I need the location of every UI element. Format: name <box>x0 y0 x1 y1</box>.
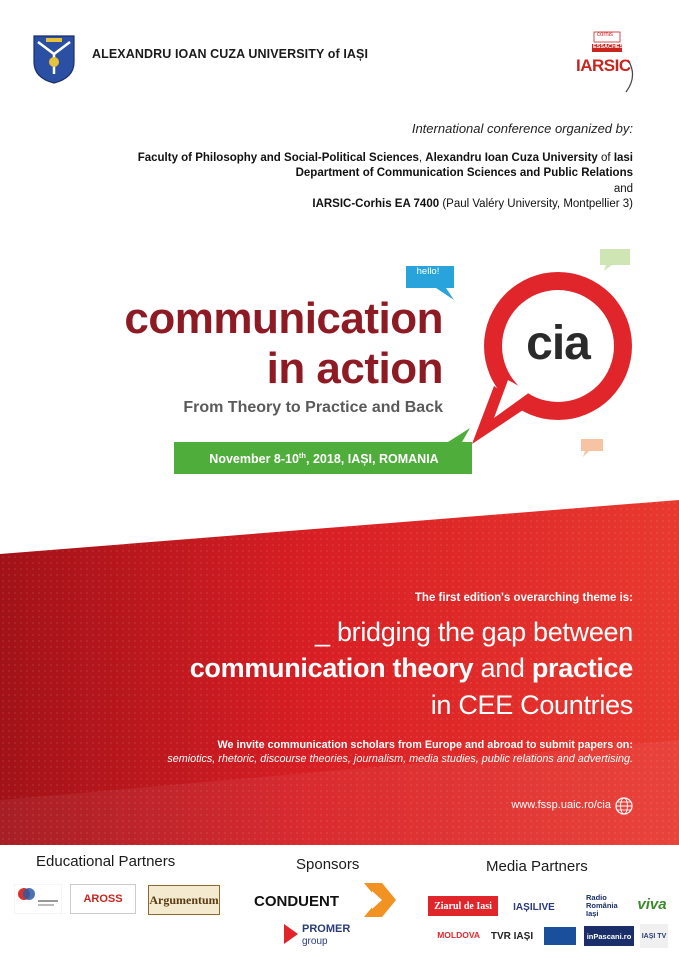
educational-partners-heading: Educational Partners <box>36 853 176 870</box>
viva-logo <box>632 893 672 915</box>
cia-logo-bubble <box>464 268 648 448</box>
iarsic-logo-small-text: corhis <box>597 32 614 38</box>
globe-icon <box>615 797 633 815</box>
inpascani-logo-text: inPascani.ro <box>586 931 632 941</box>
cia-logo-text: cia <box>526 317 590 370</box>
aross-logo-text: AROSS <box>83 893 123 905</box>
viva-logo-text: viva <box>637 895 667 913</box>
conference-date: November 8-10th, 2018, IAȘI, ROMANIA <box>209 451 439 467</box>
iasi-tv-logo-text: IAȘI TV <box>641 932 667 940</box>
tvr-iasi-logo <box>486 928 538 944</box>
call-for-papers-topics: semiotics, rhetoric, discourse theories, journalism, media studies, public relations and advertising. <box>167 753 633 765</box>
promer-logo-text: PROMER <box>302 923 351 935</box>
promer-logo <box>302 923 366 935</box>
sponsors-heading: Sponsors <box>296 856 360 873</box>
promer-group-label: group <box>302 935 328 947</box>
promer-group-text <box>302 935 342 947</box>
inpascani-logo <box>584 926 634 946</box>
iasi-tv-logo <box>640 924 668 948</box>
conference-website-link[interactable]: www.fssp.uaic.ro/cia <box>511 799 611 811</box>
organizer-faculty: Faculty of Philosophy and Social-Political Sciences, Alexandru Ioan Cuza University of Iasi <box>137 152 633 164</box>
conduent-mark-icon <box>358 881 398 919</box>
radio-romania-iasi-logo <box>572 893 630 919</box>
title-line-1: communication <box>124 294 443 343</box>
essachess-logo-text: ESSACHESS <box>593 44 627 50</box>
iarsic-logo-text: IARSIC <box>576 56 631 75</box>
ziarul-de-iasi-logo-text: Ziarul de Iasi <box>434 900 492 912</box>
theme-line-1: _ bridging the gap between <box>315 617 633 647</box>
hello-text: hello! <box>416 266 440 277</box>
title-line-2: in action <box>266 344 443 393</box>
university-name: ALEXANDRU IOAN CUZA UNIVERSITY of IAȘI <box>92 47 369 61</box>
conference-subtitle: From Theory to Practice and Back <box>183 399 443 416</box>
tvr-iasi-logo-text: TVR IAȘI <box>490 930 534 942</box>
iasilive-logo <box>504 898 564 916</box>
iarsic-logo <box>574 30 636 96</box>
organizer-iarsic: IARSIC-Corhis EA 7400 (Paul Valéry University, Montpellier 3) <box>312 198 633 210</box>
call-for-papers: We invite communication scholars from Europe and abroad to submit papers on: <box>217 739 633 751</box>
organizers-intro: International conference organized by: <box>411 121 633 136</box>
argumentum-logo-text: Argumentum <box>149 892 219 907</box>
conduent-logo-text: CONDUENT <box>254 892 339 910</box>
media-partner-blue-logo <box>544 927 576 945</box>
promer-mark-icon <box>282 922 300 946</box>
theme-line-3: in CEE Countries <box>430 690 633 720</box>
organizer-and: and <box>613 183 633 195</box>
aross-logo <box>70 884 136 914</box>
ziarul-de-iasi-logo <box>428 896 498 916</box>
iasilive-logo-text: IAȘILIVE <box>513 901 555 913</box>
university-crest-logo <box>32 34 76 84</box>
organizer-department: Department of Communication Sciences and Public Relations <box>295 167 633 179</box>
argumentum-logo <box>148 885 220 915</box>
conduent-logo <box>254 890 354 912</box>
theme-line-2: communication theory and practice <box>189 653 633 683</box>
moldova-logo <box>428 924 482 946</box>
speech-bubble-peach-icon <box>579 437 605 459</box>
media-partners-heading: Media Partners <box>486 858 588 875</box>
theme-intro: The first edition's overarching theme is: <box>414 592 633 604</box>
university-partner-logo <box>14 884 62 914</box>
radio-romania-iasi-logo-text: Radio România Iași <box>586 893 618 918</box>
moldova-logo-text: MOLDOVA <box>437 930 480 940</box>
